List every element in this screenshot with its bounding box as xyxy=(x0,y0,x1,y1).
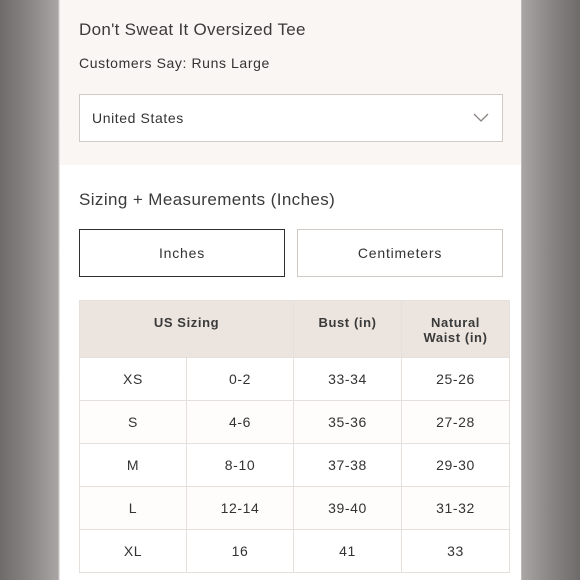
cell-bust: 35-36 xyxy=(294,401,402,444)
table-row xyxy=(80,401,510,444)
product-title: Don't Sweat It Oversized Tee xyxy=(79,20,306,39)
cell-us-size: 4-6 xyxy=(187,401,294,444)
cell-waist: 31-32 xyxy=(402,487,510,530)
cell-us-size: 16 xyxy=(187,530,294,573)
cell-bust: 39-40 xyxy=(294,487,402,530)
header-waist-line2: Waist (in) xyxy=(423,330,488,345)
header-us-sizing: US Sizing xyxy=(80,301,294,358)
header-waist-line1: Natural xyxy=(431,315,481,330)
product-info-section xyxy=(60,0,521,165)
inches-button[interactable]: Inches xyxy=(79,229,285,277)
table-row xyxy=(80,487,510,530)
sizing-heading: Sizing + Measurements (Inches) xyxy=(79,190,336,209)
table-row xyxy=(80,358,510,401)
size-chart-table xyxy=(79,300,510,573)
header-natural-waist xyxy=(402,301,510,358)
chevron-down-icon xyxy=(472,112,490,124)
cell-bust: 37-38 xyxy=(294,444,402,487)
cell-us-size: 0-2 xyxy=(187,358,294,401)
cell-size: XL xyxy=(80,530,187,573)
cell-size: L xyxy=(80,487,187,530)
table-row xyxy=(80,444,510,487)
centimeters-button[interactable]: Centimeters xyxy=(297,229,503,277)
product-panel xyxy=(60,0,521,580)
country-select-value: United States xyxy=(92,110,184,126)
cell-us-size: 12-14 xyxy=(187,487,294,530)
cell-waist: 29-30 xyxy=(402,444,510,487)
cell-us-size: 8-10 xyxy=(187,444,294,487)
cell-size: XS xyxy=(80,358,187,401)
cell-size: S xyxy=(80,401,187,444)
cell-bust: 41 xyxy=(294,530,402,573)
cell-waist: 27-28 xyxy=(402,401,510,444)
cell-waist: 33 xyxy=(402,530,510,573)
table-row xyxy=(80,530,510,573)
cell-waist: 25-26 xyxy=(402,358,510,401)
cell-size: M xyxy=(80,444,187,487)
country-select[interactable] xyxy=(79,94,503,142)
cell-bust: 33-34 xyxy=(294,358,402,401)
header-bust: Bust (in) xyxy=(294,301,402,358)
table-header-row xyxy=(80,301,510,358)
customers-say-label: Customers Say: Runs Large xyxy=(79,55,270,71)
